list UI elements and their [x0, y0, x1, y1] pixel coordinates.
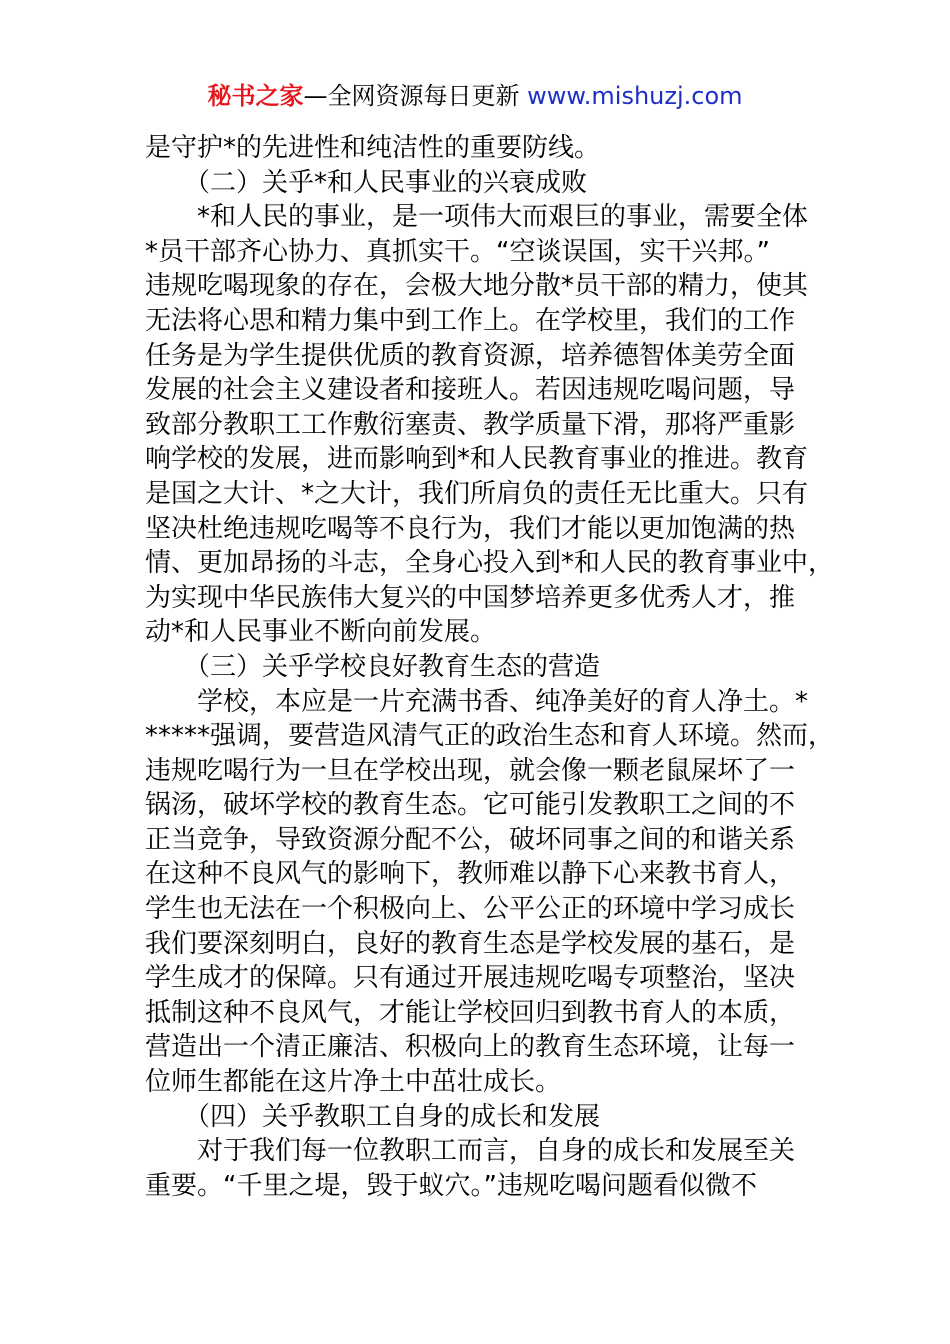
text-line: 抵制这种不良风气，才能让学校回归到教书育人的本质，: [145, 997, 796, 1028]
text-line: 为实现中华民族伟大复兴的中国梦培养更多优秀人才，推: [145, 582, 796, 613]
text-line: 学生成才的保障。只有通过开展违规吃喝专项整治，坚决: [145, 963, 796, 994]
text-line: 对于我们每一位教职工而言，自身的成长和发展至关: [145, 1136, 796, 1167]
document-body: [145, 131, 835, 1203]
text-line: 发展的社会主义建设者和接班人。若因违规吃喝问题，导: [145, 375, 796, 406]
site-brand: 秘书之家: [207, 82, 304, 110]
text-line: *和人民的事业，是一项伟大而艰巨的事业，需要全体: [145, 202, 809, 233]
text-line: 致部分教职工工作敷衍塞责、教学质量下滑，那将严重影: [145, 409, 796, 440]
text-line: 任务是为学生提供优质的教育资源，培养德智体美劳全面: [145, 340, 796, 371]
site-header: [0, 80, 950, 112]
section-heading: （四）关乎教职工自身的成长和发展: [145, 1101, 601, 1132]
text-line: 学生也无法在一个积极向上、公平公正的环境中学习成长: [145, 894, 796, 925]
text-line: 动*和人民事业不断向前发展。: [145, 617, 497, 648]
text-line: 重要。“千里之堤，毁于蚁穴。”违规吃喝问题看似微不: [145, 1170, 757, 1201]
text-line: 响学校的发展，进而影响到*和人民教育事业的推进。教育: [145, 444, 809, 475]
text-line: 是国之大计、*之大计，我们所肩负的责任无比重大。只有: [145, 478, 809, 509]
text-line: 营造出一个清正廉洁、积极向上的教育生态环境，让每一: [145, 1032, 796, 1063]
text-line: 我们要深刻明白，良好的教育生态是学校发展的基石，是: [145, 928, 796, 959]
text-line: *****强调，要营造风清气正的政治生态和育人环境。然而，: [145, 721, 835, 752]
site-url-link[interactable]: www.mishuzj.com: [527, 82, 743, 110]
text-line: 无法将心思和精力集中到工作上。在学校里，我们的工作: [145, 305, 796, 336]
text-line: 情、更加昂扬的斗志，全身心投入到*和人民的教育事业中，: [145, 548, 835, 579]
section-heading: （三）关乎学校良好教育生态的营造: [145, 651, 601, 682]
text-line: 坚决杜绝违规吃喝等不良行为，我们才能以更加饱满的热: [145, 513, 796, 544]
text-line: 正当竞争，导致资源分配不公，破坏同事之间的和谐关系: [145, 824, 796, 855]
text-line: 位师生都能在这片净土中茁壮成长。: [145, 1067, 562, 1098]
text-line: 违规吃喝现象的存在，会极大地分散*员干部的精力，使其: [145, 271, 809, 302]
text-line: *员干部齐心协力、真抓实干。“空谈误国，实干兴邦。”: [145, 236, 770, 267]
section-heading: （二）关乎*和人民事业的兴衰成败: [145, 167, 588, 198]
site-tagline: —全网资源每日更新: [303, 82, 528, 110]
text-line: 锅汤，破坏学校的教育生态。它可能引发教职工之间的不: [145, 790, 796, 821]
text-line: 违规吃喝行为一旦在学校出现，就会像一颗老鼠屎坏了一: [145, 755, 796, 786]
text-line: 是守护*的先进性和纯洁性的重要防线。: [145, 133, 601, 163]
text-line: 学校，本应是一片充满书香、纯净美好的育人净土。*: [145, 686, 809, 717]
text-line: 在这种不良风气的影响下，教师难以静下心来教书育人，: [145, 859, 796, 890]
